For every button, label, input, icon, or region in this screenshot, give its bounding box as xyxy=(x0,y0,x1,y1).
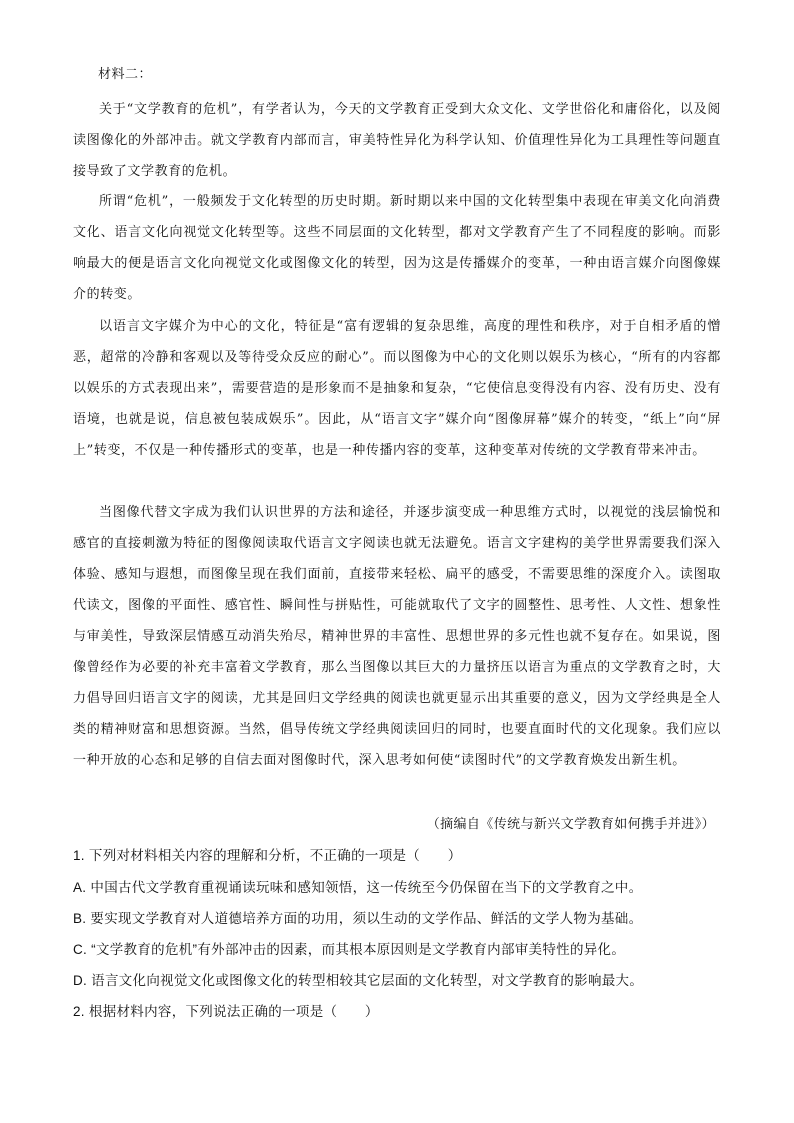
paragraph-4: 当图像代替文字成为我们认识世界的方法和途径，并逐步演变成一种思维方式时，以视觉的浅层愉悦和感官的直接刺激为特征的图像阅读取代语言文字阅读也就无法避免。语言文字建构的美学世界需要我们深入体验、感知与遐想，而图像呈现在我们面前，直接带来轻松、扁平的感受，不需要思维的深度介入。读图取代读文，图像的平面性、感官性、瞬间性与拼贴性，可能就取代了文字的圆整性、思考性、人文性、想象性与审美性，导致深层情感互动消失殆尽，精神世界的丰富性、思想世界的多元性也就不复存在。如果说，图像曾经作为必要的补充丰富着文学教育，那么当图像以其巨大的力量挤压以语言为重点的文学教育之时，大力倡导回归语言文字的阅读，尤其是回归文学经典的阅读也就更显示出其重要的意义，因为文学经典是全人类的精神财富和思想资源。当然，倡导传统文学经典阅读回归的同时，也要直面时代的文化现象。我们应以一种开放的心态和足够的自信去面对图像时代，深入思考如何使“读图时代”的文学教育焕发出新生机。 xyxy=(73,505,721,768)
question-1-option-b: B. 要实现文学教育对人道德培养方面的功用，须以生动的文学作品、鲜活的文学人物为基础。 xyxy=(73,911,643,926)
material-label: 材料二： xyxy=(98,67,153,82)
source-citation: （摘编自《传统与新兴文学教育如何携手并进》） xyxy=(426,817,715,832)
paragraph-1: 关于“文学教育的危机”，有学者认为，今天的文学教育正受到大众文化、文学世俗化和庸俗化，以及阅读图像化的外部冲击。就文学教育内部而言，审美特性异化为科学认知、价值理性异化为工具理性等问题直接导致了文学教育的危机。 xyxy=(73,102,721,179)
question-1-option-c: C. “文学教育的危机”有外部冲击的因素，而其根本原因则是文学教育内部审美特性的异化。 xyxy=(73,942,626,957)
question-1-option-a: A. 中国古代文学教育重视诵读玩味和感知领悟，这一传统至今仍保留在当下的文学教育之中。 xyxy=(73,880,643,895)
question-1-option-d: D. 语言文化向视觉文化或图像文化的转型相较其它层面的文化转型，对文学教育的影响最大。 xyxy=(73,973,644,988)
question-1-stem: 1. 下列对材料相关内容的理解和分析，不正确的一项是（ ） xyxy=(73,848,462,863)
question-2-stem: 2. 根据材料内容，下列说法正确的一项是（ ） xyxy=(73,1004,379,1019)
paragraph-2: 所谓“危机”，一般频发于文化转型的历史时期。新时期以来中国的文化转型集中表现在审美文化向消费文化、语言文化向视觉文化转型等。这些不同层面的文化转型，都对文学教育产生了不同程度的影响。而影响最大的便是语言文化向视觉文化或图像文化的转型，因为这是传播媒介的变革，一种由语言媒介向图像媒介的转变。 xyxy=(73,194,721,302)
paragraph-3: 以语言文字媒介为中心的文化，特征是“富有逻辑的复杂思维，高度的理性和秩序，对于自相矛盾的憎恶，超常的冷静和客观以及等待受众反应的耐心”。而以图像为中心的文化则以娱乐为核心，“所有的内容都以娱乐的方式表现出来”，需要营造的是形象而不是抽象和复杂，“它使信息变得没有内容、没有历史、没有语境，也就是说，信息被包装成娱乐”。因此，从“语言文字”媒介向“图像屏幕”媒介的转变，“纸上”向“屏上”转变，不仅是一种传播形式的变革，也是一种传播内容的变革，这种变革对传统的文学教育带来冲击。 xyxy=(73,319,721,458)
